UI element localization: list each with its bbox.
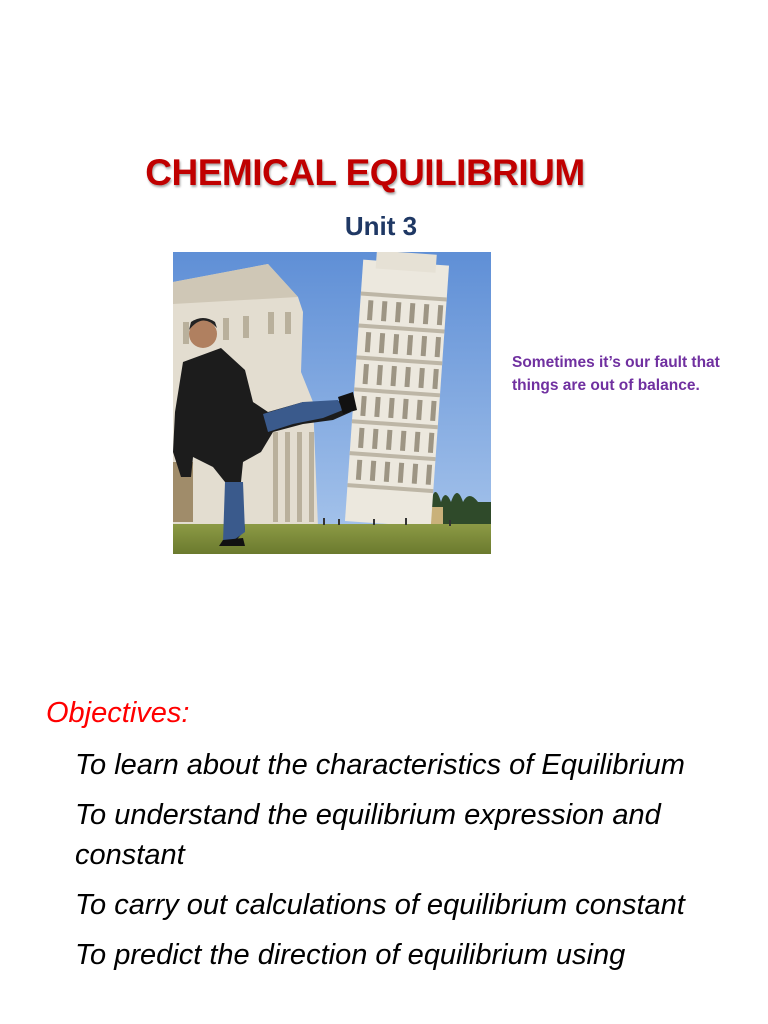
objectives-heading: Objectives: [46, 697, 190, 729]
objective-item: To predict the direction of equilibrium using [75, 939, 626, 971]
leaning-tower-photo [173, 252, 491, 554]
objective-item: To carry out calculations of equilibrium constant [75, 889, 685, 921]
objective-item: To learn about the characteristics of Equilibrium [75, 749, 685, 781]
objective-item: To understand the equilibrium expression and constant [75, 799, 661, 871]
objectives-list [75, 745, 755, 985]
slide-subtitle: Unit 3 [344, 211, 418, 241]
slide-title: CHEMICAL EQUILIBRIUM [145, 152, 585, 193]
photo-caption: Sometimes it’s our fault that things are out of balance. [512, 354, 720, 394]
